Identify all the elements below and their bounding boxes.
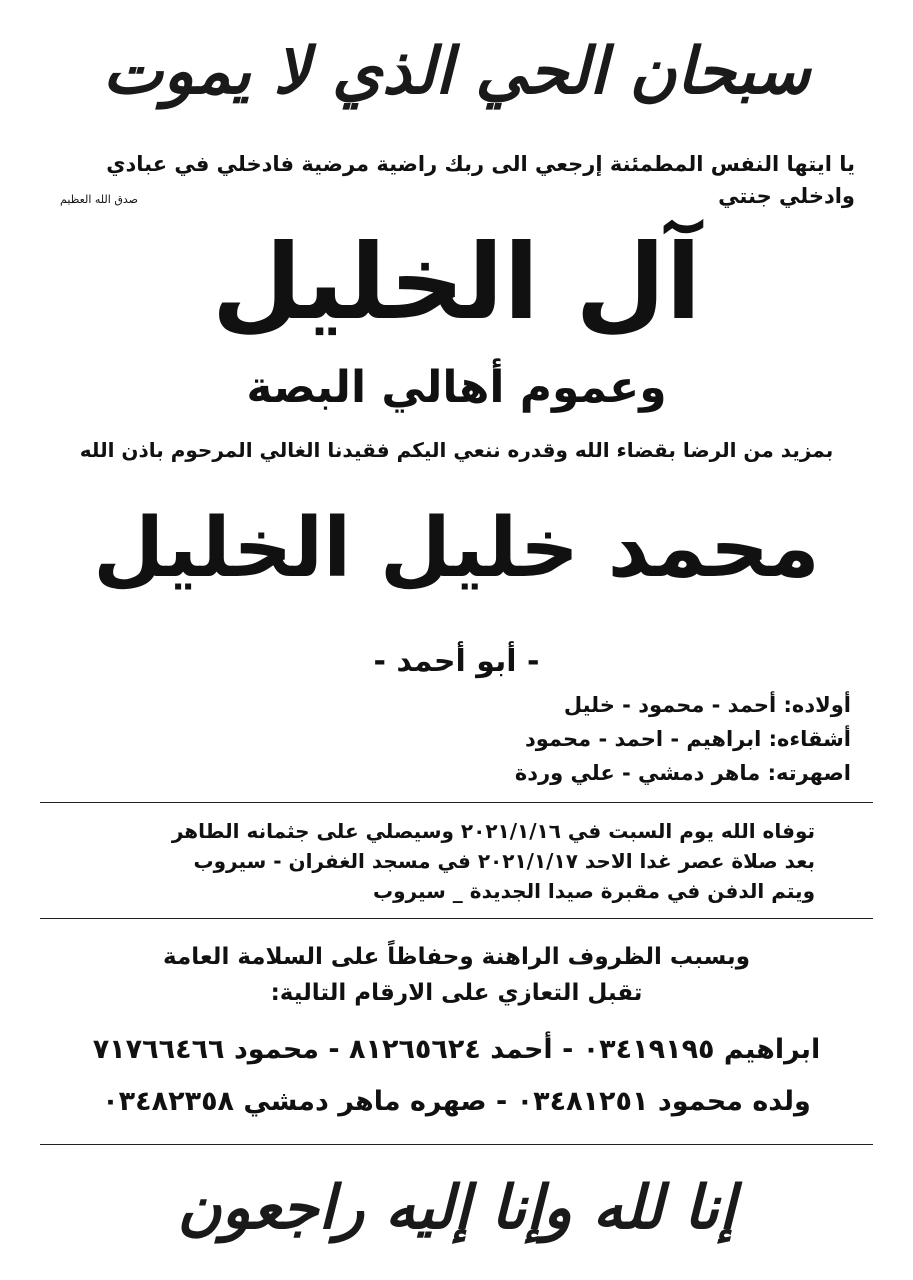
divider [40, 1144, 873, 1145]
condolence-notice: وبسبب الظروف الراهنة وحفاظاً على السلامة العامة [163, 944, 750, 970]
relatives-sons: أولاده: أحمد - محمود - خليل [563, 693, 851, 717]
family-subtitle: وعموم أهالي البصة [246, 362, 667, 413]
death-details-line: توفاه الله يوم السبت في ٢٠٢١/١/١٦ وسيصلي على جثمانه الطاهر [171, 819, 815, 843]
family-name: آل الخليل [211, 221, 702, 343]
relatives-in-laws: اصهرته: ماهر دمشي - علي وردة [514, 761, 851, 785]
death-details-line: ويتم الدفن في مقبرة صيدا الجديدة _ سيروب [373, 879, 815, 903]
footer-calligraphy: إنا لله وإنا إليه راجعون [177, 1173, 736, 1243]
relatives-brothers: أشقاءه: ابراهيم - احمد - محمود [524, 727, 851, 751]
header-calligraphy: سبحان الحي الذي لا يموت [102, 34, 811, 109]
divider [40, 802, 873, 803]
divider [40, 918, 873, 919]
condolence-phones: ابراهيم ٠٣٤١٩١٩٥ - أحمد ٨١٢٦٥٦٢٤ - محمود ٧١٧٦٦٤٦٦ [92, 1034, 821, 1065]
death-details-line: بعد صلاة عصر غدا الاحد ٢٠٢١/١/١٧ في مسجد الغفران - سيروب [193, 849, 815, 873]
condolence-phones: ولده محمود ٠٣٤٨١٢٥١ - صهره ماهر دمشي ٠٣٤٨٢٣٥٨ [102, 1086, 811, 1117]
announcement-intro: بمزيد من الرضا بقضاء الله وقدره ننعي اليكم فقيدنا الغالي المرحوم باذن الله [79, 438, 834, 462]
quran-verse: يا ايتها النفس المطمئنة إرجعي الى ربك راضية مرضية فادخلي في عبادي وادخلي جنتي [106, 152, 855, 208]
deceased-name: محمد خليل الخليل [93, 501, 820, 596]
condolence-notice: تقبل التعازي على الارقام التالية: [270, 980, 643, 1006]
verse-signature: صدق الله العظيم [60, 193, 138, 206]
deceased-nickname: - أبو أحمد - [373, 644, 540, 679]
